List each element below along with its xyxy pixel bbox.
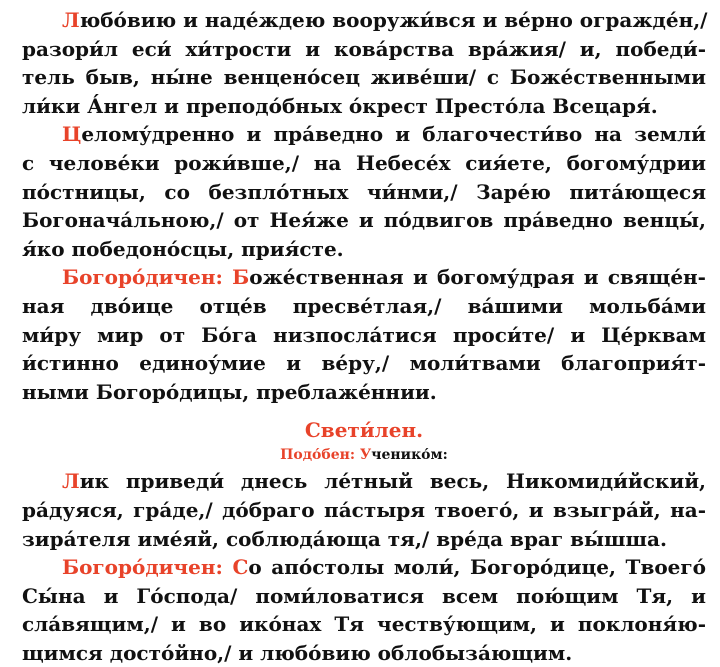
drop-initial: Л <box>62 469 80 494</box>
text-line: ра́дуяся, гра́де,/ до́браго па́стыря твоего́, и взыгра́й, на- <box>22 497 706 522</box>
text-line: тель быв, ны́не венцено́сец живе́ши/ с Боже́ственными <box>22 65 706 90</box>
text-line: зира́теля име́яй, соблюда́юща тя,/ вре́да враг вы́шша. <box>22 526 667 551</box>
sticheron-1 <box>22 6 706 120</box>
drop-initial: Б <box>232 265 250 290</box>
text-line: разори́л еси́ хи́трости и кова́рства вра́жия/ и, победи́- <box>22 36 706 61</box>
text-line: о апо́столы моли́, Богоро́дице, Твоего́ <box>248 555 706 580</box>
podoben-text: ченико́м: <box>371 447 448 464</box>
text-line: ли́ки А́нгел и преподо́бных о́крест Престо́ла Всецаря́. <box>22 93 658 118</box>
text-line: щимся досто́йно,/ и любо́вию облобыза́ющим. <box>22 640 573 665</box>
text-line: оже́ственная и богому́драя и свяще́н- <box>249 265 706 290</box>
text-line: Сы́на и Го́спода/ поми́ловатися всем пою́щим Тя, и <box>22 583 706 608</box>
svetilen-text <box>22 467 706 553</box>
text-line: елому́дренно и пра́ведно и благочести́во на земли́ <box>81 122 706 147</box>
theotokion-1 <box>22 263 706 406</box>
theotokion-label: Богоро́дичен: <box>62 555 233 580</box>
podoben-line <box>22 445 706 465</box>
text-line: ная дво́ице отце́в пресве́тлая,/ ва́шими мольба́ми <box>22 293 706 318</box>
sticheron-2 <box>22 120 706 263</box>
text-line: я́ко победоно́сцы, прия́сте. <box>22 236 344 261</box>
podoben-label: Подо́бен: <box>280 447 360 464</box>
podoben-initial: У <box>359 447 372 464</box>
text-line: Богонача́льною,/ от Нея́же и по́двигов пра́ведно венцы́, <box>22 208 706 233</box>
theotokion-2 <box>22 553 706 667</box>
text-line: и́стинно единоу́мие и ве́ру,/ моли́твами благоприя́т- <box>22 351 706 376</box>
text-line: по́стницы, со безпло́тных чи́нми,/ Заре́ю пита́ющеся <box>22 179 706 204</box>
drop-initial: Ц <box>62 122 82 147</box>
text-line: ными Богоро́дицы, преблаже́ннии. <box>22 379 437 404</box>
svetilen-title: Свети́лен. <box>304 418 424 443</box>
theotokion-label: Богоро́дичен: <box>62 265 233 290</box>
drop-initial: С <box>232 555 249 580</box>
drop-initial: Л <box>62 8 80 32</box>
text-line: с челове́ки poжи́вше,/ на Небесе́х сия́ете, богому́дрии <box>22 150 706 175</box>
text-line: сла́вящим,/ и во ико́нах Тя честву́ющим, и поклоня́ю- <box>22 612 706 637</box>
text-line: ик приведи́ днесь ле́тный весь, Никомиди́йский, <box>79 469 706 494</box>
text-line: юбо́вию и наде́ждею вооружи́вся и ве́рно огражде́н,/ <box>79 8 708 32</box>
text-line: ми́ру мир от Бо́га низпосла́тися проси́те/ и Це́рквам <box>22 322 706 347</box>
